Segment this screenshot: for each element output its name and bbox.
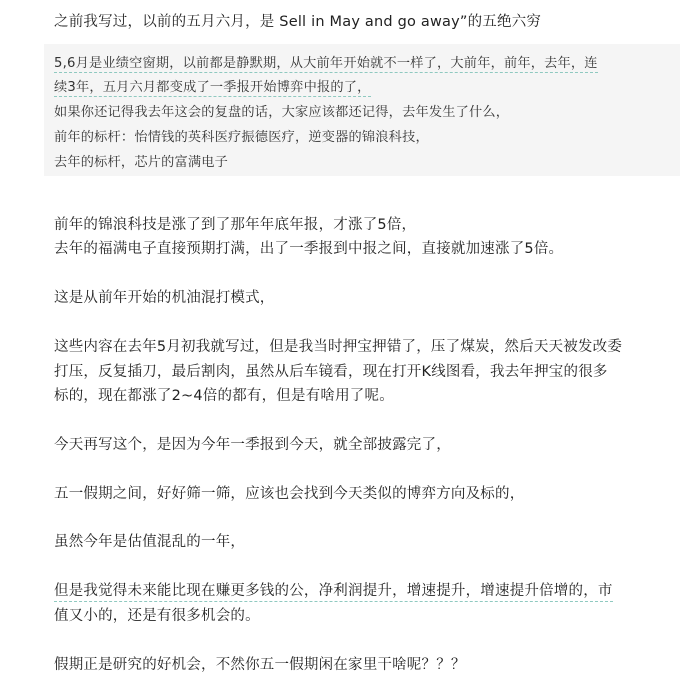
intro-line: 之前我写过，以前的五月六月，是 Sell in May and go away”的五绝六穷 [54,14,542,30]
paragraph-line-10: 但是我觉得未来能比现在赚更多钱的公，净利润提升，增速提升，增速提升倍增的，市 [54,579,613,602]
paragraph-line-4: 这些内容在去年5月初我就写过，但是我当时押宝押错了，压了煤炭，然后天天被发改委 [54,339,623,355]
quote-line-3: 如果你还记得我去年这会的复盘的话，大家应该都还记得，去年发生了什么， [54,105,510,120]
paragraph-line-9: 虽然今年是估值混乱的一年， [54,534,246,550]
quote-line-1: 5,6月是业绩空窗期，以前都是静默期，从大前年开始就不一样了，大前年，前年，去年，连 [54,52,598,73]
quote-line-4: 前年的标杆：怡情钱的英科医疗振德医疗，逆变器的锦浪科技， [54,130,429,145]
paragraph-line-12: 假期正是研究的好机会，不然你五一假期闲在家里干啥呢？？？ [54,657,466,673]
paragraph-line-1: 前年的锦浪科技是涨了到了那年年底年报，才涨了5倍， [54,217,417,233]
paragraph-line-6: 标的，现在都涨了2~4倍的都有，但是有啥用了呢。 [54,388,394,404]
paragraph-line-5: 打压，反复插刀，最后割肉，虽然从后车镜看，现在打开K线图看，我去年押宝的很多 [54,364,608,380]
paragraph-line-8: 五一假期之间，好好筛一筛，应该也会找到今天类似的博弈方向及标的， [54,486,525,502]
paragraph-line-3: 这是从前年开始的机油混打模式， [54,290,275,306]
quote-line-2: 续3年，五月六月都变成了一季报开始博弈中报的了， [54,76,371,97]
paragraph-line-2: 去年的福满电子直接预期打满，出了一季报到中报之间，直接就加速涨了5倍。 [54,241,564,257]
quote-line-5: 去年的标杆，芯片的富满电子 [54,155,229,170]
paragraph-line-11: 值又小的，还是有很多机会的。 [54,608,260,624]
paragraph-line-7: 今天再写这个，是因为今年一季报到今天，就全部披露完了， [54,437,451,453]
